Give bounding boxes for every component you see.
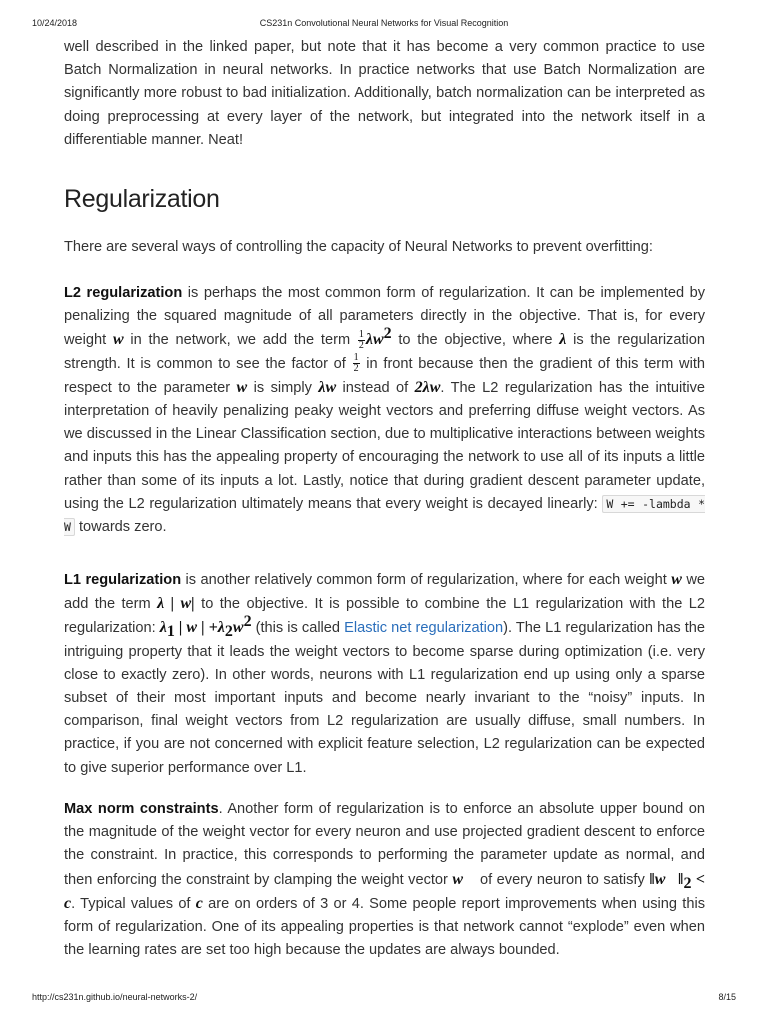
max-norm-text: . Typical values of — [71, 895, 196, 912]
math-lambda: λ — [365, 331, 373, 349]
max-norm-paragraph — [64, 798, 705, 962]
l1-text: is another relatively common form of regularization, where for each weight — [181, 572, 672, 588]
math-w: w — [232, 619, 244, 637]
max-norm-text: of every neuron to satisfy — [475, 871, 650, 888]
l2-regularization-paragraph — [64, 282, 705, 539]
header-title: CS231n Convolutional Neural Networks for Visual Recognition — [259, 18, 509, 28]
math-w: w — [112, 331, 124, 349]
l2-text: towards zero. — [74, 519, 167, 536]
math-exponent: 2 — [383, 325, 392, 343]
math-w: w — [372, 331, 384, 349]
regularization-intro-paragraph: There are several ways of controlling the capacity of Neural Networks to prevent overfitting: — [64, 239, 653, 255]
l2-term: L2 regularization — [64, 285, 183, 301]
math-lambda: λ — [559, 331, 567, 349]
intro-paragraph: well described in the linked paper, but note that it has become a very common practice to use Batch Normalization in neural networks. In practice networks that use Batch Normalization are significantly more robust to bad initialization. Additionally, batch normalization can be interpreted as doing preprocessing at every layer of the network, but integrated into the network itself in a differentiable manner. Neat! — [64, 39, 705, 148]
math-w: w — [671, 571, 682, 588]
weight-decay-code: W += -lambda * W — [64, 496, 705, 535]
l1-text: ). The L1 regularization has the intriguing property that it leads the weight vectors to become sparse during optimization (i.e. very close to exactly zero). In other words, neurons with L1 regularization end up using only a sparse subset of their most important inputs and become nearly invariant to the “noisy” inputs. In comparison, final weight vectors from L2 regularization are usually diffuse, small numbers. In practice, if you are not concerned with explicit feature selection, L2 regularization can be expected to give superior performance over L1. — [64, 620, 705, 776]
math-vector-w: w⃗ — [452, 870, 476, 888]
max-norm-text: . Another form of regularization is to enforce an absolute upper bound on the magnitude of the weight vector for every neuron and use projected gradient descent to enforce the constraint. In practice, this corresponds to performing the parameter update as normal, and then enforcing the constraint by clamping the weight vector — [64, 801, 705, 888]
footer-url: http://cs231n.github.io/neural-networks-2/ — [32, 992, 198, 1002]
l2-text: is simply — [247, 379, 319, 396]
math-norm-bound: < c — [64, 870, 705, 912]
max-norm-term: Max norm constraints — [64, 801, 219, 817]
l2-text: in front because then the gradient of this term with respect to the parameter — [64, 355, 706, 396]
header-date: 10/24/2018 — [32, 18, 78, 28]
math-half-fraction: $\frac{1}{2}$ — [353, 352, 359, 375]
math-subscript: 2 — [224, 623, 233, 641]
math-subscript: 2 — [683, 874, 692, 892]
math-norm: ‖w⃗‖ — [649, 870, 684, 888]
l1-text: to the objective. It is possible to combine the L1 regularization with the L2 regularization: — [64, 596, 705, 637]
max-norm-text: are on orders of 3 or 4. Some people report improvements when using this form of regularization. One of its appealing properties is that network cannot “explode” even when the learning rates are set too high because the updates are always bounded. — [64, 895, 705, 959]
section-heading-regularization: Regularization — [64, 185, 220, 213]
l2-text: in the network, we add the term — [123, 332, 357, 349]
math-elastic-term: | w | +λ — [174, 619, 225, 637]
l2-text: is the regularization strength. It is common to see the factor of — [64, 332, 705, 372]
math-two-lambda-w: 2λw — [414, 378, 441, 396]
math-abs-term: λ | w| — [157, 595, 195, 613]
math-lambda-1: λ — [159, 619, 167, 637]
math-half-fraction: $\frac{1}{2}$ — [358, 329, 364, 352]
footer-page-number: 8/15 — [718, 992, 736, 1002]
l1-term: L1 regularization — [64, 572, 182, 588]
l1-text: (this is called — [251, 620, 345, 637]
l2-text: is perhaps the most common form of regularization. It can be implemented by penalizing the squared magnitude of all parameters directly in the objective. That is, for every weight — [64, 285, 705, 349]
l2-text: to the objective, where — [391, 332, 560, 349]
math-w: w — [236, 378, 248, 396]
math-lambda-w: λw — [318, 378, 337, 396]
math-c: c — [195, 894, 203, 912]
l1-text: we add the term — [64, 572, 706, 613]
elastic-net-link[interactable]: Elastic net regularization — [344, 620, 504, 637]
math-subscript: 1 — [166, 623, 175, 641]
l2-text: instead of — [336, 379, 415, 396]
l1-regularization-paragraph — [64, 568, 705, 780]
l2-text: . The L2 regularization has the intuitive interpretation of heavily penalizing peaky weight vectors and preferring diffuse weight vectors. As we discussed in the Linear Classification section, due to multiplicative interactions between weights and inputs this has the appealing property of encouraging the network to use all of its inputs a little rather than some of its inputs a lot. Lastly, notice that during gradient descent parameter update, using the L2 regularization ultimately means that every weight is decayed linearly: — [64, 379, 706, 512]
math-exponent: 2 — [243, 613, 252, 631]
